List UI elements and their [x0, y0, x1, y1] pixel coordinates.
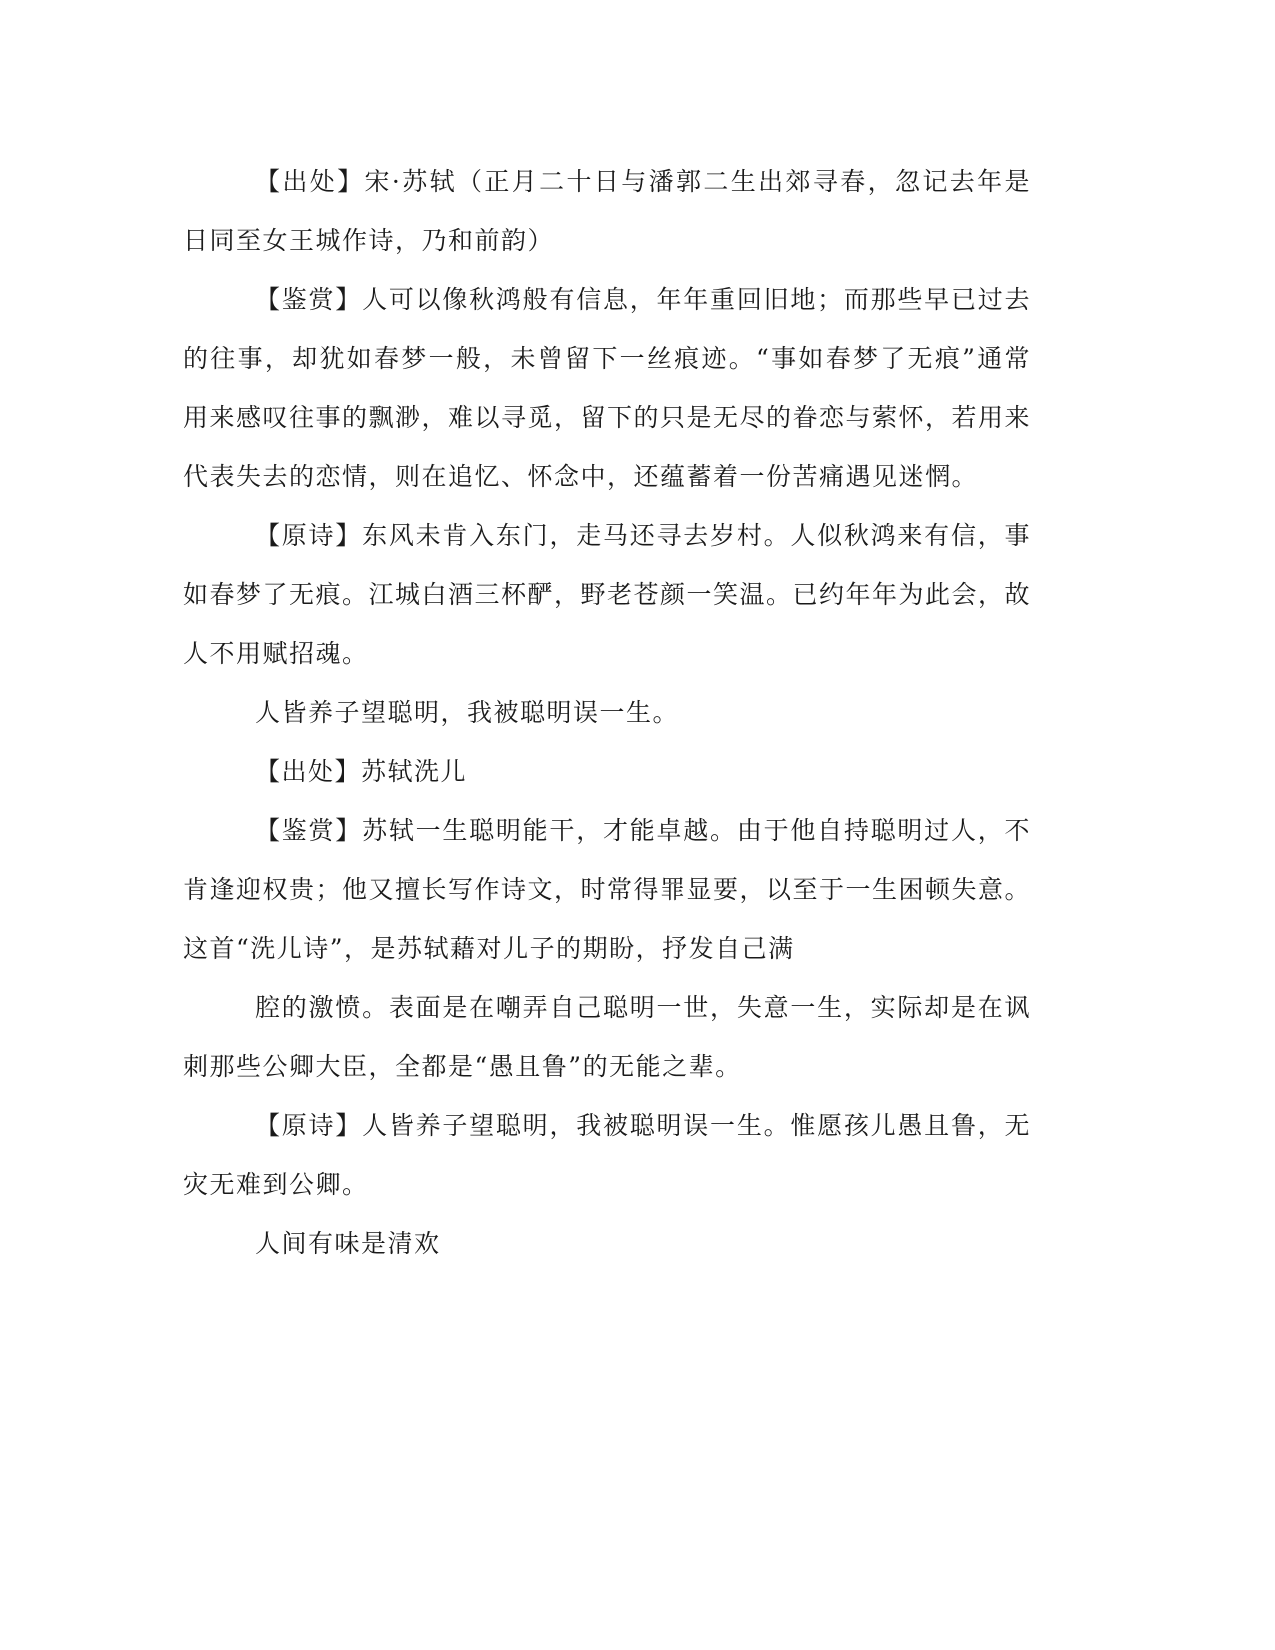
paragraph-original-poem-1: 【原诗】东风未肯入东门，走马还寻去岁村。人似秋鸿来有信，事如春梦了无痕。江城白酒三杯酽，野老苍颜一笑温。已约年年为此会，故人不用赋招魂。 — [183, 521, 1032, 668]
paragraph-source-1: 【出处】宋·苏轼（正月二十日与潘郭二生出郊寻春，忽记去年是日同至女王城作诗，乃和前韵） — [183, 167, 1031, 255]
paragraph-heading-line-2: 人皆养子望聪明，我被聪明误一生。 — [255, 698, 680, 727]
paragraph-appreciation-1: 【鉴赏】人可以像秋鸿般有信息，年年重回旧地；而那些早已过去的往事，却犹如春梦一般，未曾留下一丝痕迹。“事如春梦了无痕”通常用来感叹往事的飘渺，难以寻觅，留下的只是无尽的眷恋与萦怀，若用来代表失去的恋情，则在追忆、怀念中，还蕴蓄着一份苦痛遇见迷惘。 — [183, 285, 1032, 491]
document-body — [183, 152, 1031, 1273]
paragraph-heading-line-3: 人间有味是清欢 — [255, 1229, 441, 1258]
paragraph-appreciation-2: 【鉴赏】苏轼一生聪明能干，才能卓越。由于他自持聪明过人，不肯逢迎权贵；他又擅长写作诗文，时常得罪显要，以至于一生困顿失意。这首“洗儿诗”，是苏轼藉对儿子的期盼，抒发自己满 — [183, 816, 1032, 963]
paragraph-original-poem-2: 【原诗】人皆养子望聪明，我被聪明误一生。惟愿孩儿愚且鲁，无灾无难到公卿。 — [183, 1111, 1031, 1199]
paragraph-source-2: 【出处】苏轼洗儿 — [255, 757, 468, 786]
paragraph-appreciation-2-continued: 腔的激愤。表面是在嘲弄自己聪明一世，失意一生，实际却是在讽刺那些公卿大臣，全都是“愚且鲁”的无能之辈。 — [183, 993, 1031, 1081]
